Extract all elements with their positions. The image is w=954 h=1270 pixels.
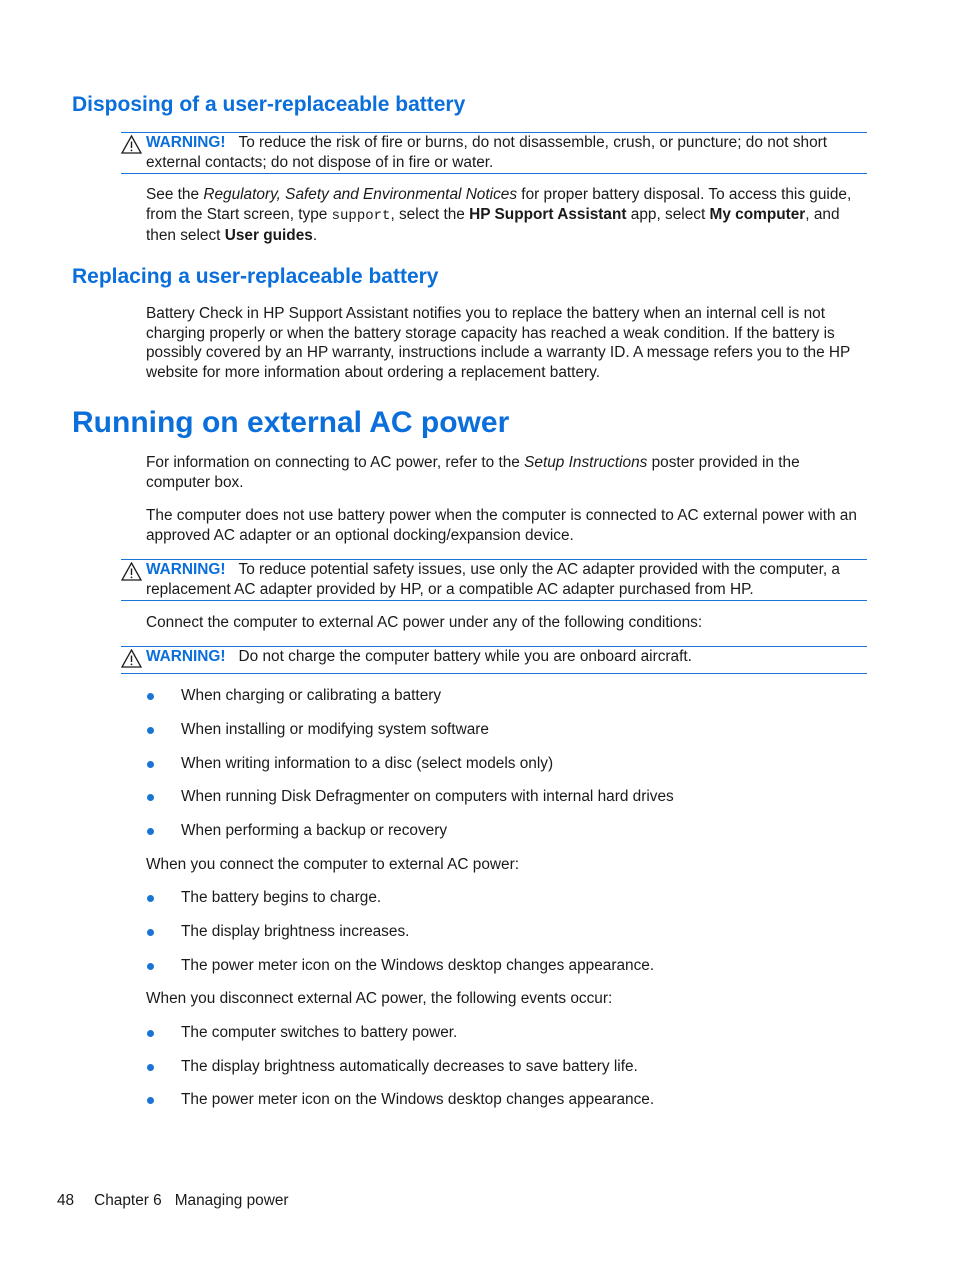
list-item: The display brightness increases. — [146, 922, 868, 942]
section-heading-ac-power: Running on external AC power — [72, 406, 510, 439]
list-item: The power meter icon on the Windows desktop changes appearance. — [146, 1090, 868, 1110]
list-item: The computer switches to battery power. — [146, 1023, 868, 1043]
ac-paragraph-2: The computer does not use battery power when the computer is connected to AC external power with an approved AC adapter or an optional docking/expansion device. — [146, 507, 857, 544]
replacing-paragraph: Battery Check in HP Support Assistant notifies you to replace the battery when an internal cell is not charging properly or when the battery storage capacity has reached a weak condition. If the battery is possibly covered by an HP warranty, instructions include a warranty ID. A message refers you to the HP website for more information about ordering a replacement battery. — [146, 305, 851, 381]
warning-box — [121, 559, 867, 601]
bullet-icon — [147, 895, 154, 902]
ac-paragraph-1: For information on connecting to AC power, refer to the Setup Instructions poster provided in the computer box. — [146, 454, 800, 491]
code-support: support — [331, 207, 391, 224]
warning-text: To reduce potential safety issues, use only the AC adapter provided with the computer, a replacement AC adapter provided by HP, or a compatible AC adapter purchased from HP. — [146, 561, 840, 598]
bullet-icon — [147, 1097, 154, 1104]
disconnect-intro: When you disconnect external AC power, the following events occur: — [146, 990, 613, 1007]
section-heading-replacing: Replacing a user-replaceable battery — [72, 265, 439, 288]
bullet-icon — [147, 929, 154, 936]
list-item: When running Disk Defragmenter on computers with internal hard drives — [146, 787, 868, 807]
warning-triangle-icon — [121, 135, 142, 154]
warning-label: WARNING! — [146, 648, 226, 665]
connect-intro: When you connect the computer to external AC power: — [146, 856, 519, 873]
bullet-icon — [147, 727, 154, 734]
warning-text: To reduce the risk of fire or burns, do not disassemble, crush, or puncture; do not short external contacts; do not dispose of in fire or water. — [146, 134, 828, 171]
warning-triangle-icon — [121, 562, 142, 581]
chapter-title: Managing power — [174, 1192, 289, 1209]
ac-paragraph-3: Connect the computer to external AC power under any of the following conditions: — [146, 614, 703, 631]
list-item: The power meter icon on the Windows desktop changes appearance. — [146, 956, 868, 976]
bullet-icon — [147, 761, 154, 768]
chapter-label: Chapter 6 — [94, 1192, 162, 1209]
list-item: The battery begins to charge. — [146, 888, 868, 908]
bullet-icon — [147, 1030, 154, 1037]
bullet-icon — [147, 828, 154, 835]
bullet-icon — [147, 693, 154, 700]
list-item: When installing or modifying system software — [146, 720, 868, 740]
warning-triangle-icon — [121, 649, 142, 668]
warning-text: Do not charge the computer battery while you are onboard aircraft. — [238, 648, 692, 665]
warning-box — [121, 132, 867, 174]
disposal-paragraph: See the Regulatory, Safety and Environmental Notices for proper battery disposal. To access this guide, from the Start screen, type support, select the HP Support Assistant app, select My computer, and then select User guides. — [146, 186, 852, 244]
bullet-icon — [147, 1064, 154, 1071]
list-item: When writing information to a disc (select models only) — [146, 754, 868, 774]
bullet-icon — [147, 794, 154, 801]
page-footer — [57, 1191, 289, 1211]
bullet-icon — [147, 963, 154, 970]
warning-label: WARNING! — [146, 561, 226, 578]
list-item: When charging or calibrating a battery — [146, 686, 868, 706]
section-heading-disposing: Disposing of a user-replaceable battery — [72, 93, 466, 116]
list-item: When performing a backup or recovery — [146, 821, 868, 841]
warning-label: WARNING! — [146, 134, 226, 151]
page-number: 48 — [57, 1192, 75, 1209]
warning-box — [121, 646, 867, 674]
list-item: The display brightness automatically decreases to save battery life. — [146, 1057, 868, 1077]
